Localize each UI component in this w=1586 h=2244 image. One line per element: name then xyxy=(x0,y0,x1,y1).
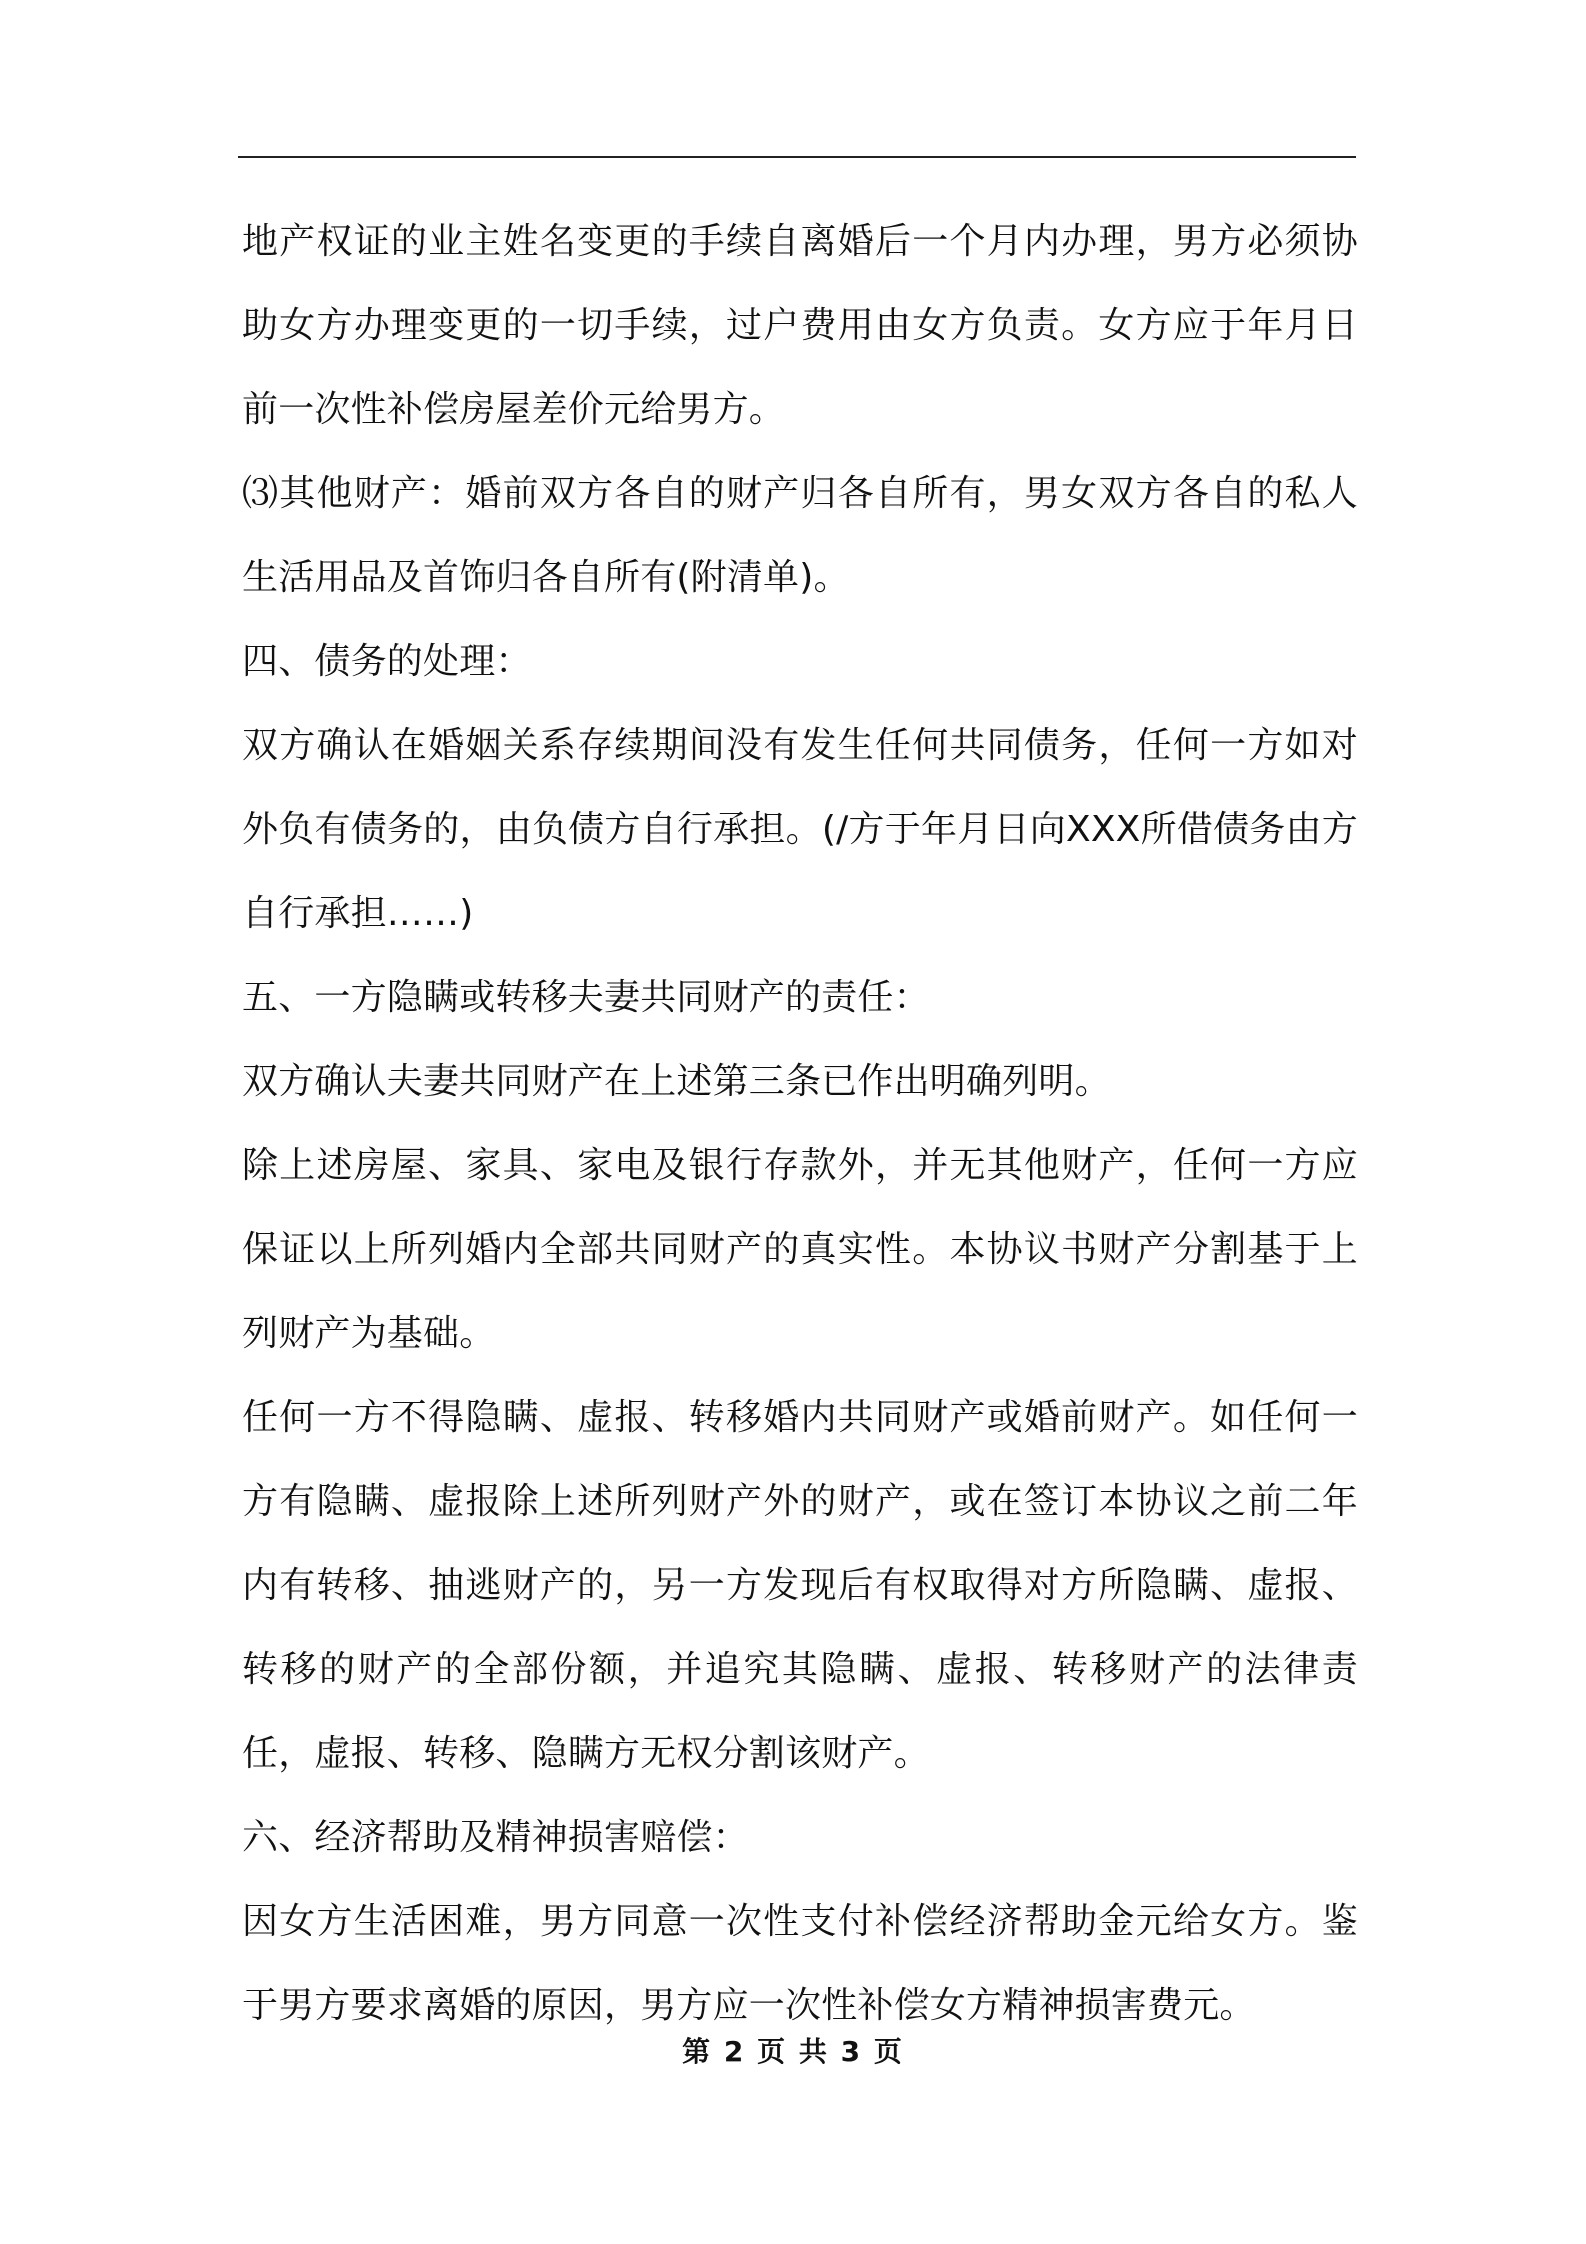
paragraph-property-listed: 双方确认夫妻共同财产在上述第三条已作出明确列明。 xyxy=(242,1061,1111,1102)
paragraph-authenticity-guarantee: 除上述房屋、家具、家电及银行存款外，并无其他财产，任何一方应保证以上所列婚内全部共同财产的真实性。本协议书财产分割基于上列财产为基础。 xyxy=(242,1145,1358,1354)
heading-economic-assistance: 六、经济帮助及精神损害赔偿： xyxy=(242,1817,749,1858)
paragraph-concealment-penalty: 任何一方不得隐瞒、虚报、转移婚内共同财产或婚前财产。如任何一方有隐瞒、虚报除上述所列财产外的财产，或在签订本协议之前二年内有转移、抽逃财产的，另一方发现后有权取得对方所隐瞒、虚报、转移的财产的全部份额，并追究其隐瞒、虚报、转移财产的法律责任，虚报、转移、隐瞒方无权分割该财产。 xyxy=(242,1397,1358,1774)
heading-concealment-liability: 五、一方隐瞒或转移夫妻共同财产的责任： xyxy=(242,977,930,1018)
paragraph-debt-confirmation: 双方确认在婚姻关系存续期间没有发生任何共同债务，任何一方如对外负有债务的，由负债方自行承担。(/方于年月日向XXX所借债务由方自行承担……) xyxy=(242,725,1358,934)
paragraph-transfer-procedure: 地产权证的业主姓名变更的手续自离婚后一个月内办理，男方必须协助女方办理变更的一切手续，过户费用由女方负责。女方应于年月日前一次性补偿房屋差价元给男方。 xyxy=(242,221,1358,430)
heading-debt-handling: 四、债务的处理： xyxy=(242,641,532,682)
page-number-footer: 第 2 页 共 3 页 xyxy=(682,2035,904,2068)
paragraph-other-property: ⑶其他财产：婚前双方各自的财产归各自所有，男女双方各自的私人生活用品及首饰归各自所有(附清单)。 xyxy=(242,473,1358,598)
header-rule xyxy=(238,156,1356,158)
paragraph-compensation: 因女方生活困难，男方同意一次性支付补偿经济帮助金元给女方。鉴于男方要求离婚的原因，男方应一次性补偿女方精神损害费元。 xyxy=(242,1901,1358,2026)
document-body xyxy=(242,200,1358,2048)
